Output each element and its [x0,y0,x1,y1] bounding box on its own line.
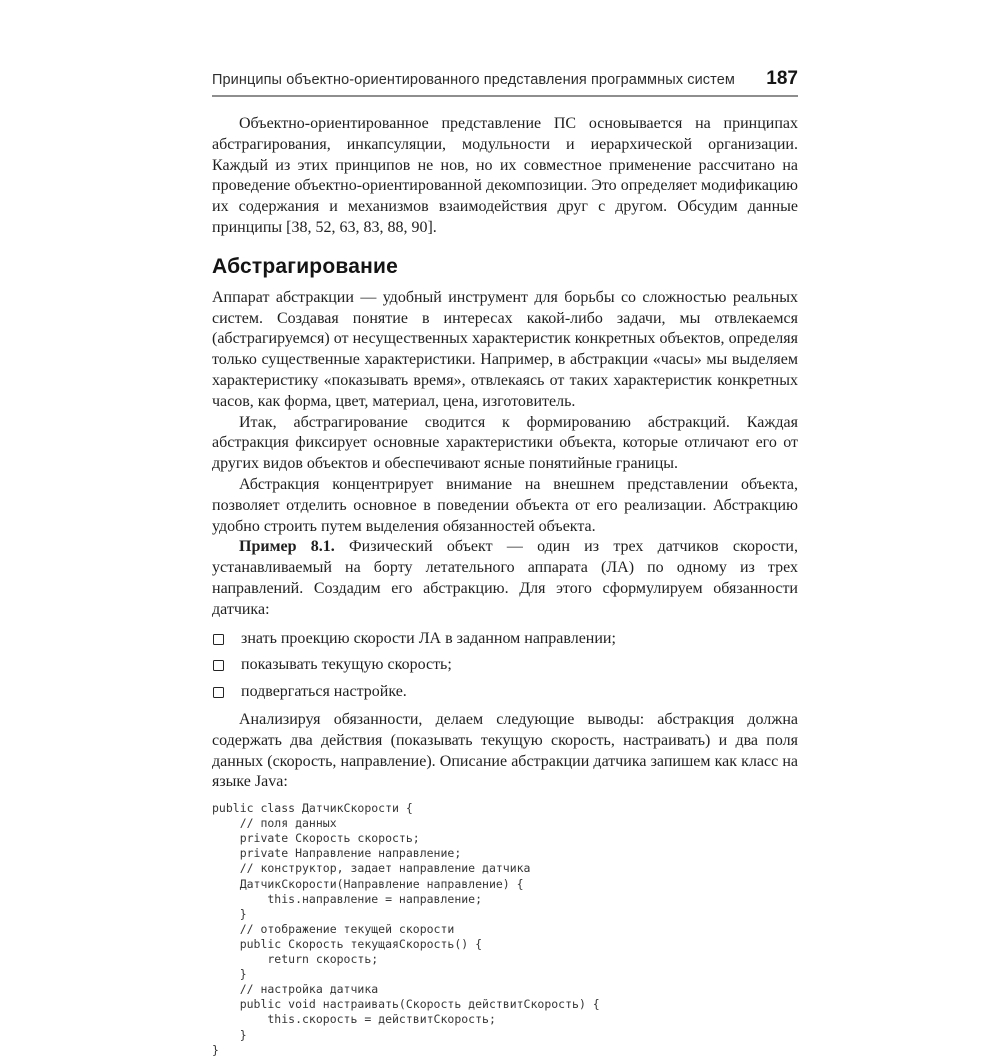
running-title: Принципы объектно-ориентированного представления программных систем [212,72,735,88]
code-line: } [212,1042,219,1057]
intro-paragraph: Объектно-ориентированное представление ПС основывается на принципах абстрагирования, инкапсуляции, модульности и иерархической организации. Каждый из этих принципов не нов, но их совместное применение рассчитано на проведение объектно-ориентированной декомпозиции. Это определяет модификацию их содержания и механизмов взаимодействия друг с другом. Обсудим данные принципы [38, 52, 63, 83, 88, 90]. [212,115,798,236]
bullet-text: знать проекцию скорости ЛА в заданном направлении; [241,629,616,647]
example-text: Физический объект — один из трех датчиков скорости, устанавливаемый на борту летательного аппарата (ЛА) по одному из трех направлений. Создадим его абстракцию. Для этого сформулируем обязанности датчика: [212,538,798,618]
body-paragraph-itak: Итак, абстрагирование сводится к формированию абстракций. Каждая абстракция фиксирует основные характеристики объекта, которые отличают его от других видов объектов и обеспечивают ясные понятийные границы. [212,413,798,473]
text-block [212,68,798,1058]
code-line: private Направление направление; [212,846,462,861]
example-label: Пример 8.1. [239,538,335,556]
code-line: return скорость; [212,952,379,967]
code-line: this.направление = направление; [212,891,483,906]
code-line: public Скорость текущаяСкорость() { [212,936,483,951]
code-line: public void настраивать(Скорость действитСкорость) { [212,997,600,1012]
code-line: } [212,967,247,982]
page-number: 187 [766,68,798,89]
list-item [212,629,798,650]
code-line: this.скорость = действитСкорость; [212,1012,496,1027]
bullet-list [212,629,798,703]
square-bullet-icon [213,687,224,698]
code-line: // конструктор, задает направление датчика [212,861,531,876]
bullet-text: показывать текущую скорость; [241,656,452,674]
code-line: private Скорость скорость; [212,831,420,846]
code-line: } [212,1027,247,1042]
body-paragraph-concentration: Абстракция концентрирует внимание на внешнем представлении объекта, позволяет отделить основное в поведении объекта от его реализации. Абстракцию удобно строить путем выделения обязанностей объекта. [212,475,798,535]
code-block [212,801,798,1058]
code-line: ДатчикСкорости(Направление направление) { [212,876,524,891]
running-header [212,68,798,97]
code-line: // настройка датчика [212,982,379,997]
list-item [212,655,798,676]
code-line: } [212,906,247,921]
code-line: // отображение текущей скорости [212,921,455,936]
body-paragraph-abstraction: Аппарат абстракции — удобный инструмент для борьбы со сложностью реальных систем. Создавая понятие в интересах какой-либо задачи, мы отвлекаемся (абстрагируемся) от несущественных характеристик конкретных объектов, определяя только существенные характеристики. Например, в абстракции «часы» мы выделяем характеристику «показывать время», отвлекаясь от таких характеристик конкретных часов, как форма, цвет, материал, цена, изготовитель. [212,288,798,410]
bullet-text: подвергаться настройке. [241,683,407,701]
code-line: // поля данных [212,816,337,831]
analysis-paragraph: Анализируя обязанности, делаем следующие выводы: абстракция должна содержать два действия (показывать текущую скорость, настраивать) и два поля данных (скорость, направление). Описание абстракции датчика запишем как класс на языке Java: [212,710,798,791]
example-paragraph [212,537,798,620]
square-bullet-icon [213,660,224,671]
section-heading: Абстрагирование [212,254,398,278]
square-bullet-icon [213,634,224,645]
list-item [212,682,798,703]
code-line: public class ДатчикСкорости { [212,801,413,816]
